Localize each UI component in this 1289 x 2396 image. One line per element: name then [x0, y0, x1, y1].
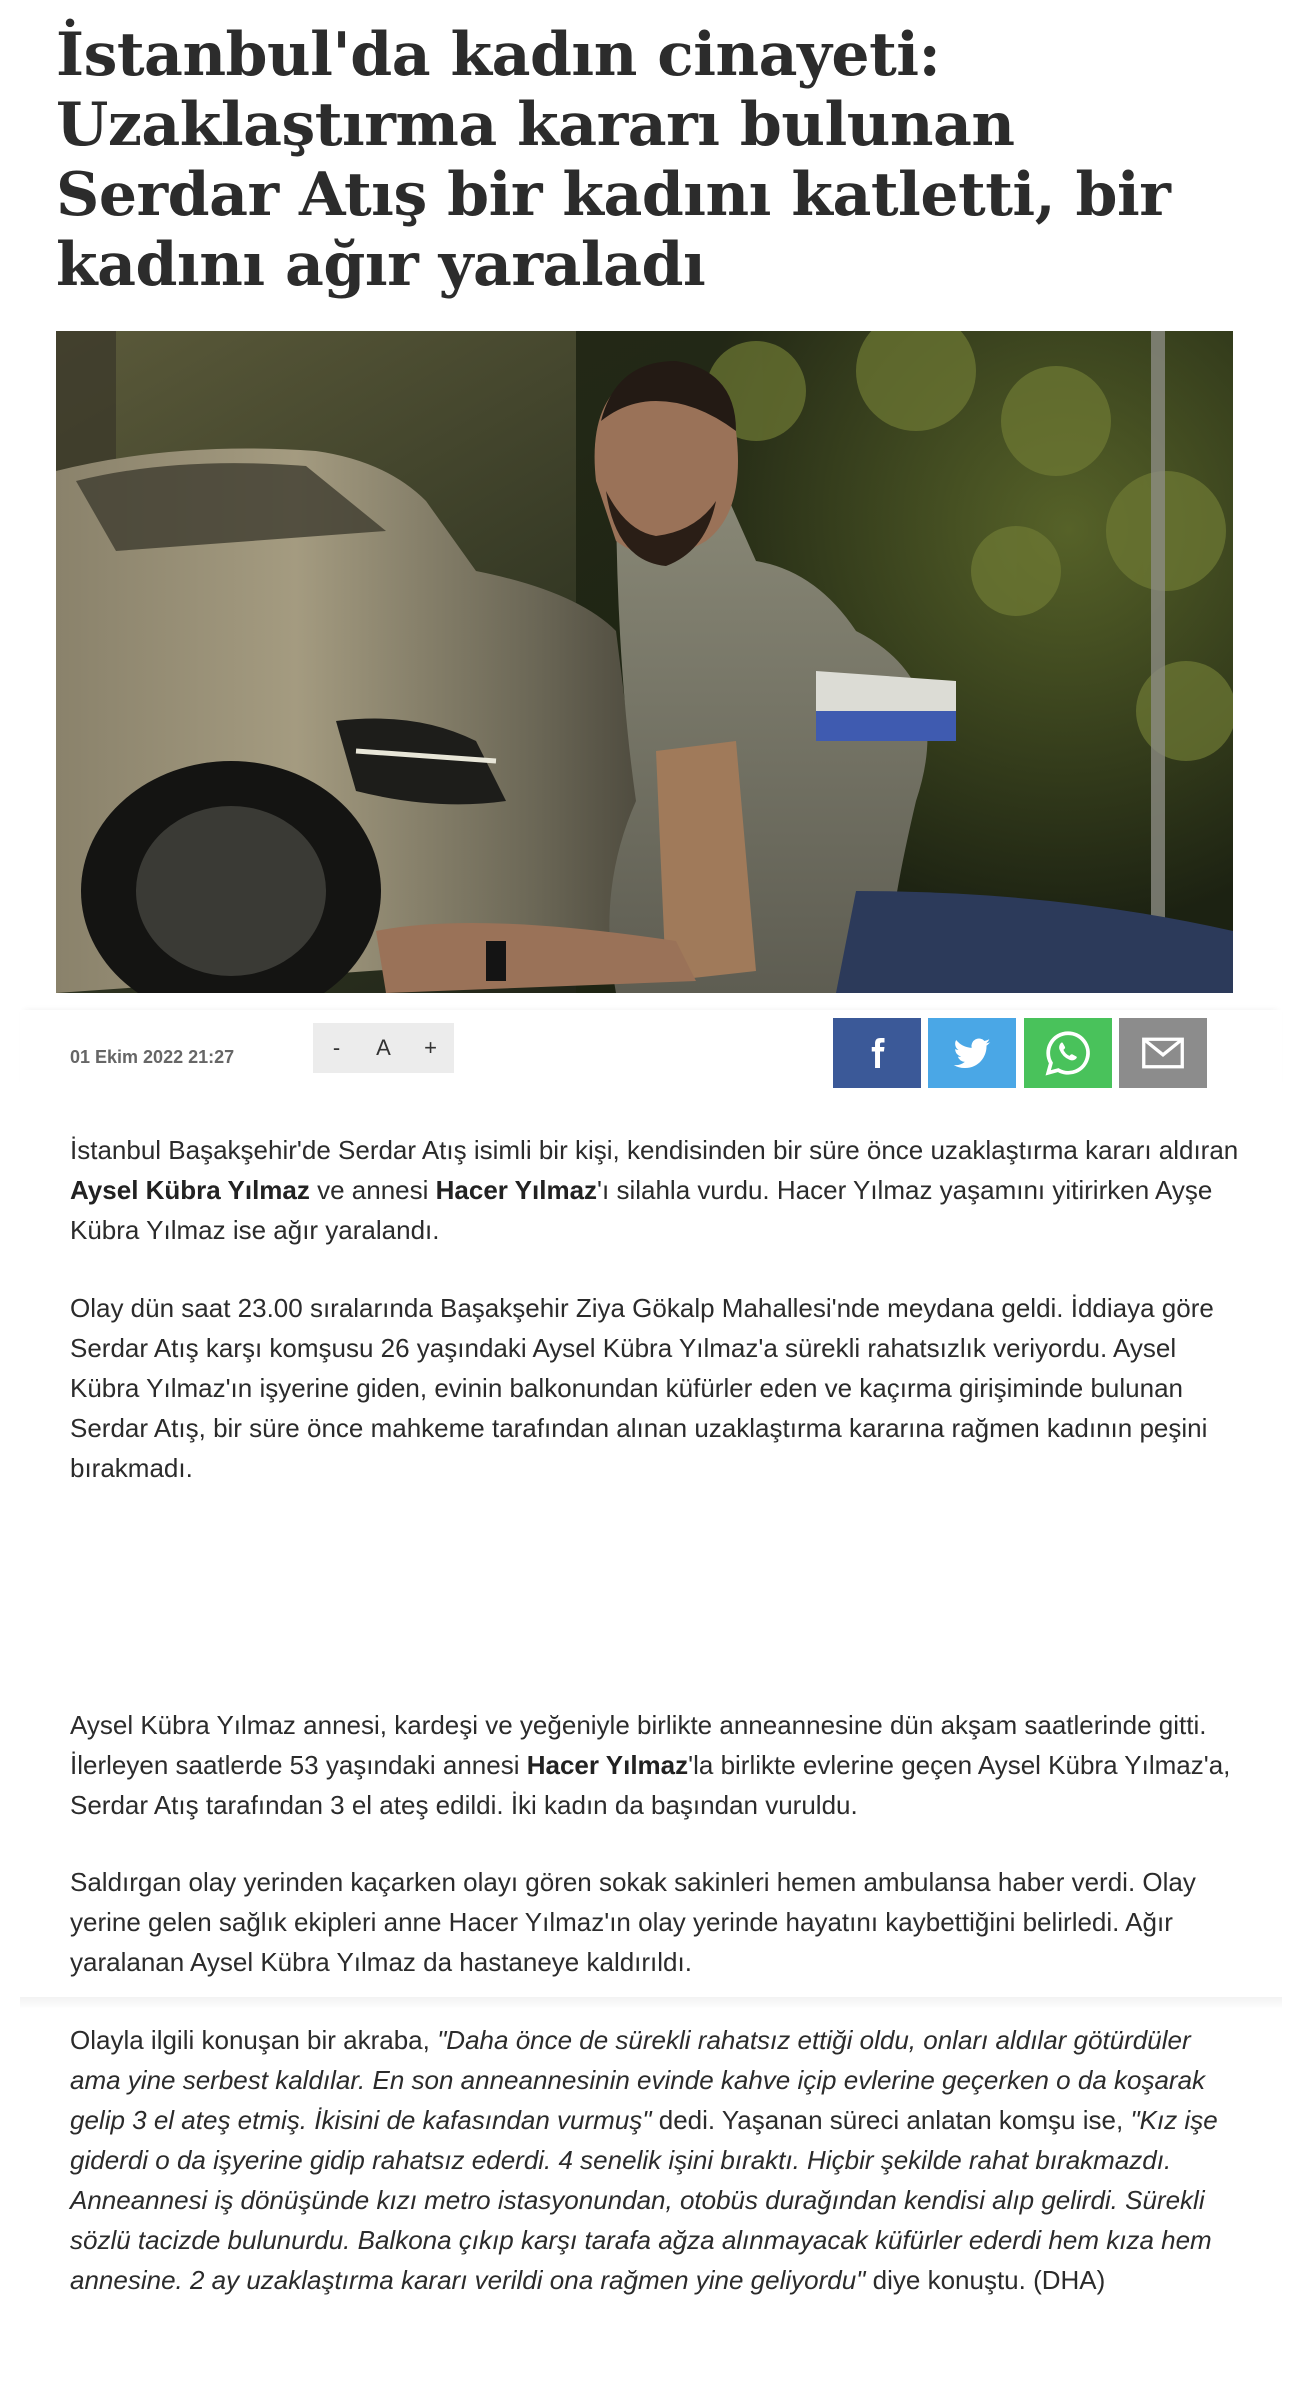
paragraph-4: Saldırgan olay yerinden kaçarken olayı gören sokak sakinleri hemen ambulansa haber verdi. Olay yerine gelen sağlık ekipleri anne Hacer Yılmaz'ın olay yerinde hayatını kaybettiğini belirledi. Ağır yaralanan Aysel Kübra Yılmaz da hastaneye kaldırıldı. — [70, 1867, 1196, 1977]
share-twitter-button[interactable] — [928, 1018, 1016, 1088]
paragraph-5: Olayla ilgili konuşan bir akraba, "Daha önce de sürekli rahatsız ettiği oldu, onları aldılar götürdüler ama yine serbest kaldılar. En son anneannesinin evinde kahve içip evlerine geçerken o da koşarak gelip 3 el ateş etmiş. İkisini de kafasından vurmuş" dedi. Yaşanan süreci anlatan komşu ise, "Kız işe giderdi o da işyerine gidip rahatsız ederdi. 4 senelik işini bıraktı. Hiçbir şekilde rahat bırakmazdı. Anneannesi iş dönüşünde kızı metro istasyonundan, otobüs durağından kendisi alıp gelirdi. Sürekli sözlü tacizde bulunurdu. Balkona çıkıp karşı tarafa ağza alınmayacak küfürler ederdi hem kıza hem annesine. 2 ay uzaklaştırma kararı verildi ona rağmen yine geliyordu" diye konuştu. (DHA) — [70, 2025, 1218, 2295]
section-divider — [20, 1997, 1282, 2009]
twitter-icon — [950, 1033, 994, 1073]
article-photo — [56, 331, 1233, 993]
highlight-name: Aysel Kübra Yılmaz — [70, 1175, 310, 1205]
font-size-label: A — [376, 1035, 391, 1060]
facebook-icon — [859, 1033, 895, 1073]
share-email-button[interactable] — [1119, 1018, 1207, 1088]
article-meta-bar — [20, 1010, 1282, 1092]
font-decrease-button[interactable]: - — [332, 1035, 341, 1060]
font-increase-button[interactable]: + — [424, 1035, 437, 1060]
share-facebook-button[interactable] — [833, 1018, 921, 1088]
highlight-name: Hacer Yılmaz — [526, 1750, 689, 1780]
paragraph-2: Olay dün saat 23.00 sıralarında Başakşehir Ziya Gökalp Mahallesi'nde meydana geldi. İddiaya göre Serdar Atış karşı komşusu 26 yaşındaki Aysel Kübra Yılmaz'a sürekli rahatsızlık veriyordu. Aysel Kübra Yılmaz'ın işyerine giden, evinin balkonundan küfürler eden ve kaçırma girişiminde bulunan Serdar Atış, bir süre önce mahkeme tarafından alınan uzaklaştırma kararına rağmen kadının peşini bırakmadı. — [70, 1293, 1214, 1483]
whatsapp-icon — [1043, 1028, 1093, 1078]
font-size-controls — [313, 1023, 454, 1073]
article-headline: İstanbul'da kadın cinayeti: Uzaklaştırma kararı bulunan Serdar Atış bir kadını katletti, bir kadını ağır yaraladı — [56, 20, 1171, 300]
quote-neighbor: "Kız işe giderdi o da işyerine gidip rahatsız ederdi. 4 senelik işini bıraktı. Hiçbir şekilde rahat bırakmazdı. Anneannesi iş dönüşünde kızı metro istasyonundan, otobüs durağından kendisi alıp gelirdi. Sürekli sözlü tacizde bulunurdu. Balkona çıkıp karşı tarafa ağza alınmayacak küfürler ederdi hem kıza hem annesine. 2 ay uzaklaştırma kararı verildi ona rağmen yine geliyordu" — [70, 2105, 1218, 2295]
quote-relative: "Daha önce de sürekli rahatsız ettiği oldu, onları aldılar götürdüler ama yine serbest kaldılar. En son anneannesinin evinde kahve içip evlerine geçerken o da koşarak gelip 3 el ateş etmiş. İkisini de kafasından vurmuş" — [70, 2025, 1206, 2135]
share-whatsapp-button[interactable] — [1024, 1018, 1112, 1088]
highlight-name: Hacer Yılmaz — [435, 1175, 598, 1205]
email-icon — [1141, 1036, 1185, 1070]
paragraph-3: Aysel Kübra Yılmaz annesi, kardeşi ve yeğeniyle birlikte anneannesine dün akşam saatlerinde gitti. İlerleyen saatlerde 53 yaşındaki annesi Hacer Yılmaz'la birlikte evlerine geçen Aysel Kübra Yılmaz'a, Serdar Atış tarafından 3 el ateş edildi. İki kadın da başından vuruldu. — [70, 1710, 1231, 1820]
publish-date: 01 Ekim 2022 21:27 — [70, 1047, 235, 1067]
paragraph-1: İstanbul Başakşehir'de Serdar Atış isimli bir kişi, kendisinden bir süre önce uzaklaştırma kararı aldıran Aysel Kübra Yılmaz ve annesi Hacer Yılmaz'ı silahla vurdu. Hacer Yılmaz yaşamını yitirirken Ayşe Kübra Yılmaz ise ağır yaralandı. — [70, 1135, 1239, 1245]
